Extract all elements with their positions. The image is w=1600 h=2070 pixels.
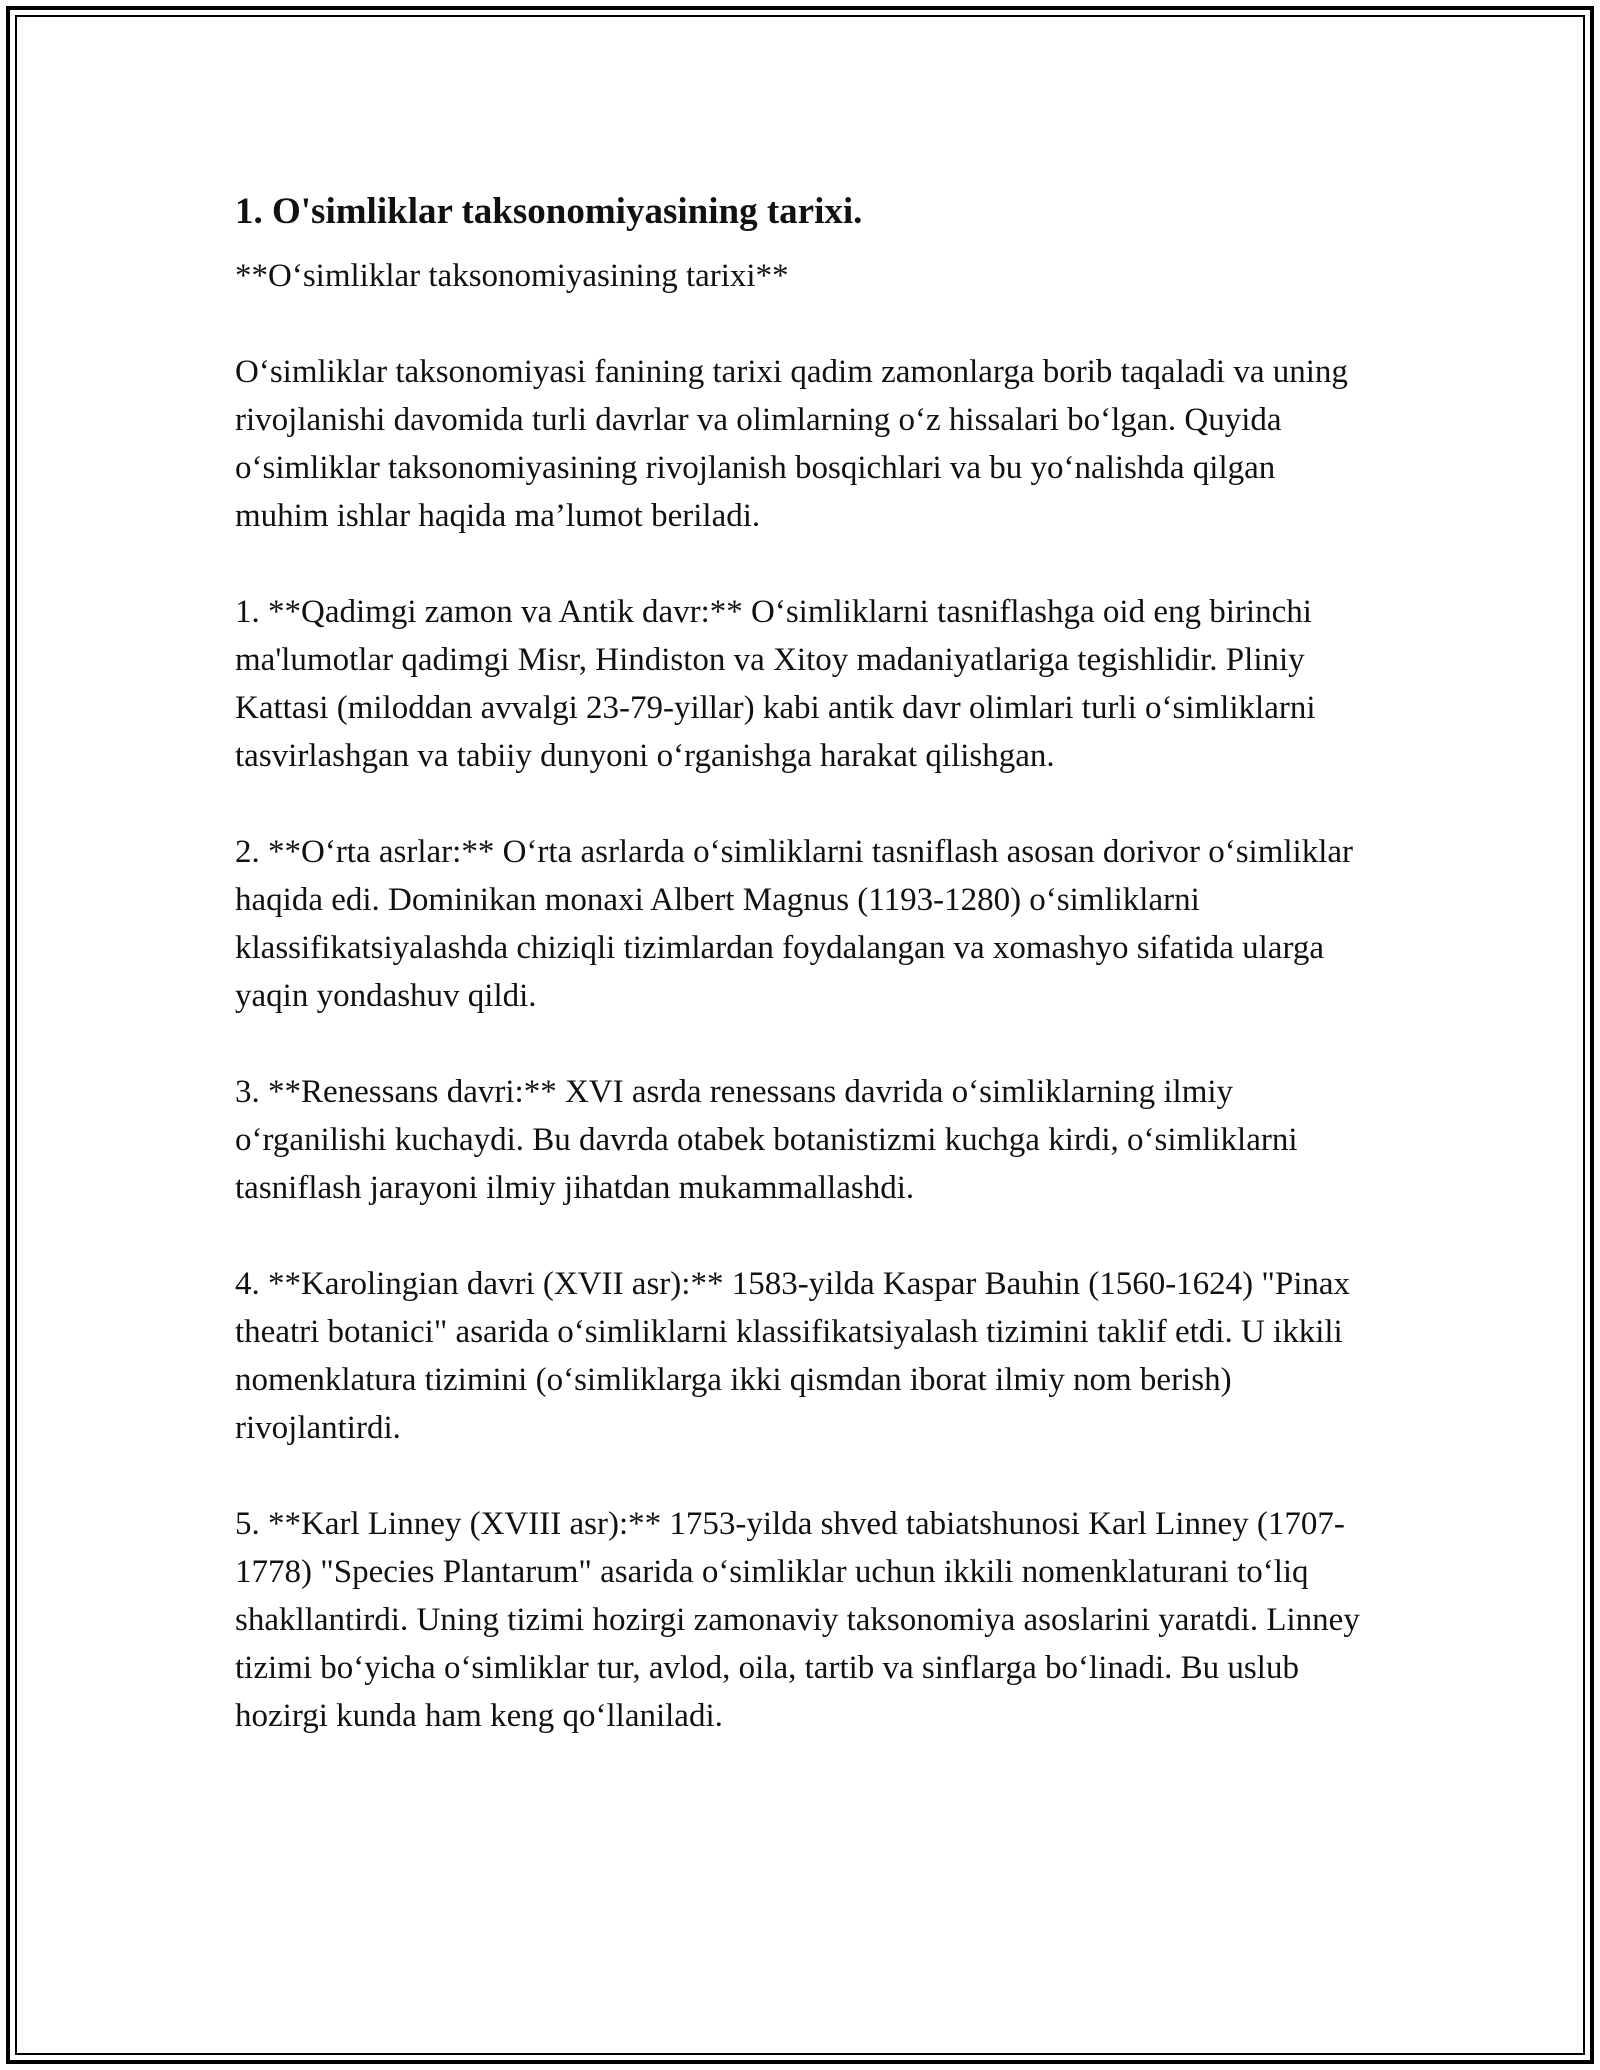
document-body: [235, 188, 1375, 1788]
item-renaissance: 3. **Renessans davri:** XVI asrda renessans davrida o‘simliklarning ilmiy o‘rganilishi kuchaydi. Bu davrda otabek botanistizmi kuchga kirdi, o‘simliklarni tasniflash jarayoni ilmiy jihatdan mukammallashdi.: [235, 1074, 1298, 1206]
document-title: 1. O'simliklar taksonomiyasining tarixi.: [235, 191, 863, 232]
section-subtitle: **O‘simliklar taksonomiyasining tarixi**: [235, 258, 789, 294]
item-ancient-period: 1. **Qadimgi zamon va Antik davr:** O‘simliklarni tasniflashga oid eng birinchi ma'lumotlar qadimgi Misr, Hindiston va Xitoy madaniyatlariga tegishlidir. Pliniy Kattasi (miloddan avvalgi 23-79-yillar) kabi antik davr olimlari turli o‘simliklarni tasvirlashgan va tabiiy dunyoni o‘rganishga harakat qilishgan.: [235, 594, 1316, 774]
intro-paragraph: O‘simliklar taksonomiyasi fanining tarixi qadim zamonlarga borib taqaladi va uning rivojlanishi davomida turli davrlar va olimlarning o‘z hissalari bo‘lgan. Quyida o‘simliklar taksonomiyasining rivojlanish bosqichlari va bu yo‘nalishda qilgan muhim ishlar haqida ma’lumot beriladi.: [235, 354, 1348, 534]
item-carolingian-period: 4. **Karolingian davri (XVII asr):** 1583-yilda Kaspar Bauhin (1560-1624) "Pinax theatri botanici" asarida o‘simliklarni klassifikatsiyalash tizimini taklif etdi. U ikkili nomenklatura tizimini (o‘simliklarga ikki qismdan iborat ilmiy nom berish) rivojlantirdi.: [235, 1266, 1351, 1446]
item-middle-ages: 2. **O‘rta asrlar:** O‘rta asrlarda o‘simliklarni tasniflash asosan dorivor o‘simliklar haqida edi. Dominikan monaxi Albert Magnus (1193-1280) o‘simliklarni klassifikatsiyalashda chiziqli tizimlardan foydalangan va xomashyo sifatida ularga yaqin yondashuv qildi.: [235, 834, 1354, 1014]
item-karl-linney: 5. **Karl Linney (XVIII asr):** 1753-yilda shved tabiatshunosi Karl Linney (1707-1778) "Species Plantarum" asarida o‘simliklar uchun ikkili nomenklaturani to‘liq shakllantirdi. Uning tizimi hozirgi zamonaviy taksonomiya asoslarini yaratdi. Linney tizimi bo‘yicha o‘simliklar tur, avlod, oila, tartib va sinflarga bo‘linadi. Bu uslub hozirgi kunda ham keng qo‘llaniladi.: [235, 1506, 1360, 1734]
